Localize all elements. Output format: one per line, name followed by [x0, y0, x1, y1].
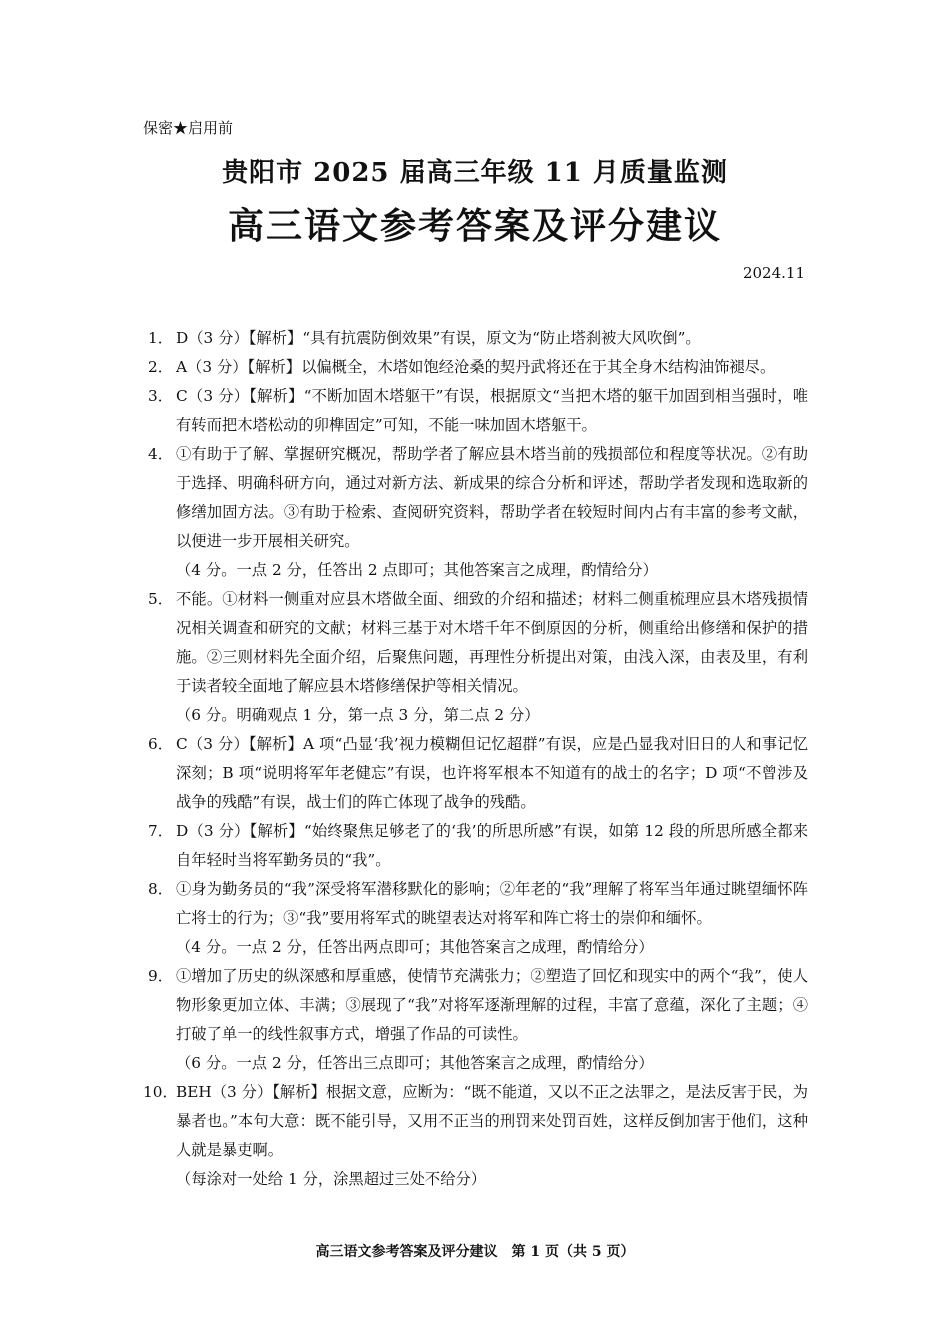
- item-text: BEH（3 分）【解析】根据文意，应断为：“既不能道，又以不正之法罪之，是法反害于民，为暴者也。”本句大意：既不能引导，又用不正当的刑罚来处罚百姓，这样反倒加害于他们，这种人就是暴吏啊。: [176, 1083, 808, 1159]
- item-text: D（3 分）【解析】“具有抗震防倒效果”有误，原文为“防止塔刹被大风吹倒”。: [176, 329, 701, 347]
- scoring-note: （6 分。明确观点 1 分，第一点 3 分，第二点 2 分）: [176, 706, 540, 724]
- item-number: 1．: [147, 329, 173, 347]
- answer-item-7: [143, 817, 808, 875]
- item-text: C（3 分）【解析】“不断加固木塔躯干”有误，根据原文“当把木塔的躯干加固到相当强时，唯有转而把木塔松动的卯榫固定”可知，不能一味加固木塔躯干。: [176, 387, 808, 434]
- page-footer: 高三语文参考答案及评分建议 第 1 页（共 5 页）: [315, 1244, 635, 1260]
- item-text: ①身为勤务员的“我”深受将军潜移默化的影响；②年老的“我”理解了将军当年通过眺望缅怀阵亡将士的行为；③“我”要用将军式的眺望表达对将军和阵亡将士的崇仰和缅怀。: [176, 880, 808, 927]
- answer-list: [143, 324, 808, 1194]
- item-number: 3．: [147, 387, 173, 405]
- item-number: 4．: [147, 445, 173, 463]
- item-number: 7．: [147, 822, 173, 840]
- item-text: ①增加了历史的纵深感和厚重感，使情节充满张力；②塑造了回忆和现实中的两个“我”，使人物形象更加立体、丰满；③展现了“我”对将军逐渐理解的过程，丰富了意蕴，深化了主题；④打破了单一的线性叙事方式，增强了作品的可读性。: [176, 967, 808, 1043]
- answer-item-10: [143, 1078, 808, 1194]
- answer-item-4: [143, 440, 808, 585]
- item-number: 2．: [147, 358, 173, 376]
- scoring-note: （每涂对一处给 1 分，涂黑超过三处不给分）: [176, 1170, 487, 1188]
- answer-item-5: [143, 585, 808, 730]
- confidential-label: 保密★启用前: [143, 119, 234, 137]
- item-text: ①有助于了解、掌握研究概况，帮助学者了解应县木塔当前的残损部位和程度等状况。②有助于选择、明确科研方向，通过对新方法、新成果的综合分析和评述，帮助学者发现和选取新的修缮加固方法。③有助于检索、查阅研究资料，帮助学者在较短时间内占有丰富的参考文献，以便进一步开展相关研究。: [176, 445, 808, 550]
- scoring-note: （4 分。一点 2 分，任答出两点即可；其他答案言之成理，酌情给分）: [176, 938, 654, 956]
- item-number: 5．: [147, 590, 173, 608]
- document-title: 高三语文参考答案及评分建议: [227, 205, 722, 247]
- item-text: D（3 分）【解析】“始终聚焦足够老了的‘我’的所思所感”有误，如第 12 段的所思所感全都来自年轻时当将军勤务员的“我”。: [176, 822, 808, 869]
- item-number: 9．: [147, 967, 173, 985]
- item-number: 6．: [147, 735, 173, 753]
- item-text: 不能。①材料一侧重对应县木塔做全面、细致的介绍和描述；材料二侧重梳理应县木塔残损情况相关调查和研究的文献；材料三基于对木塔千年不倒原因的分析，侧重给出修缮和保护的措施。②三则材料先全面介绍，后聚焦问题，再理性分析提出对策，由浅入深，由表及里，有利于读者较全面地了解应县木塔修缮保护等相关情况。: [176, 590, 808, 695]
- item-number: 8．: [147, 880, 173, 898]
- item-text: C（3 分）【解析】A 项“凸显‘我’视力模糊但记忆超群”有误，应是凸显我对旧日的人和事记忆深刻；B 项“说明将军年老健忘”有误，也许将军根本不知道有的战士的名字；D 项“不曾涉及战争的残酷”有误，战士们的阵亡体现了战争的残酷。: [176, 735, 808, 811]
- item-text: A（3 分）【解析】以偏概全，木塔如饱经沧桑的契丹武将还在于其全身木结构油饰褪尽。: [176, 358, 776, 376]
- item-number: 10．: [143, 1083, 178, 1101]
- answer-item-1: [143, 324, 808, 353]
- answer-item-6: [143, 730, 808, 817]
- document-date: 2024.11: [742, 264, 805, 282]
- answer-item-3: [143, 382, 808, 440]
- scoring-note: （6 分。一点 2 分，任答出三点即可；其他答案言之成理，酌情给分）: [176, 1054, 654, 1072]
- answer-item-9: [143, 962, 808, 1078]
- answer-item-8: [143, 875, 808, 962]
- answer-item-2: [143, 353, 808, 382]
- scoring-note: （4 分。一点 2 分，任答出 2 点即可；其他答案言之成理，酌情给分）: [176, 561, 658, 579]
- exam-title: 贵阳市 2025 届高三年级 11 月质量监测: [222, 158, 728, 188]
